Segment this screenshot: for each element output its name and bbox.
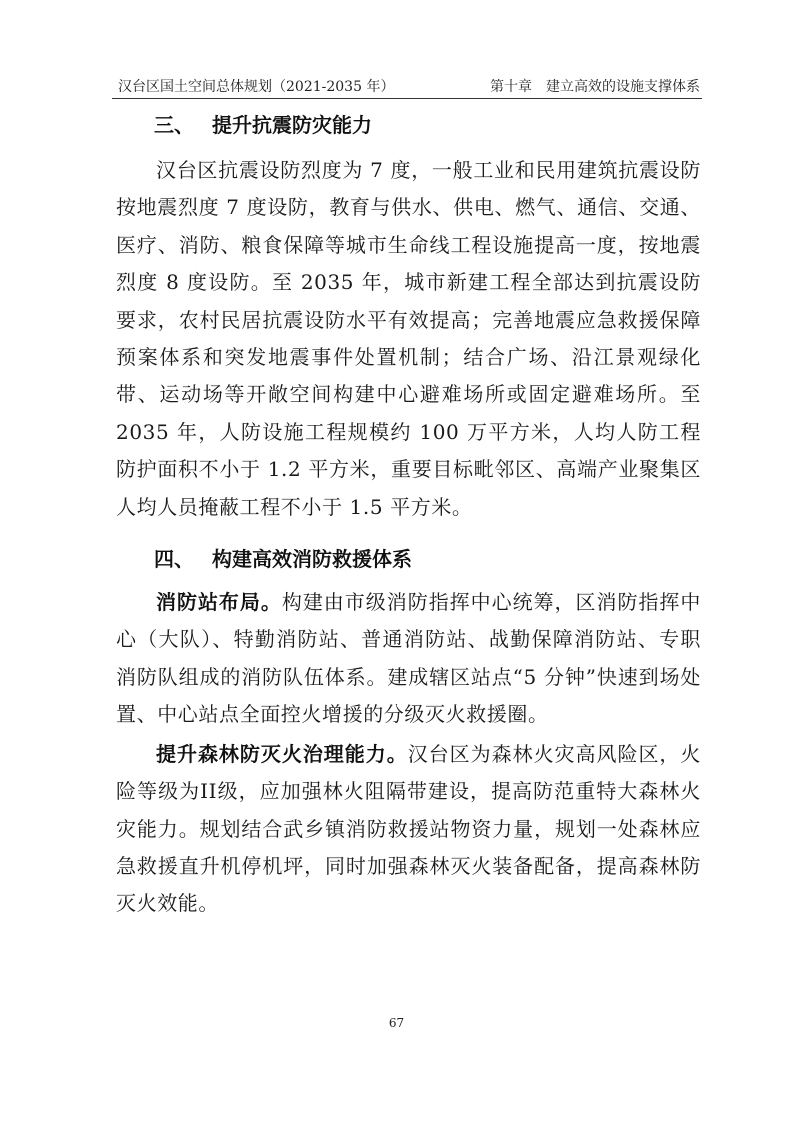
- section-heading-fire-rescue: [116, 544, 701, 574]
- paragraph-body: 构建由市级消防指挥中心统筹，区消防指挥中心（大队）、特勤消防站、普通消防站、战勤保障消防站、专职消防队组成的消防队伍体系。建成辖区站点“5 分钟”快速到场处置、中心站点全面控火增援的分级灭火救援圈。: [116, 590, 701, 727]
- forest-fire-paragraph: [116, 736, 701, 923]
- fire-station-paragraph: [116, 584, 701, 734]
- section-number: 四、: [154, 547, 194, 572]
- header-divider: [112, 98, 702, 99]
- page-header: [118, 74, 700, 96]
- section-number: 三、: [154, 113, 194, 137]
- header-chapter-title: 第十章 建立高效的设施支撑体系: [490, 79, 700, 95]
- seismic-paragraph: 汉台区抗震设防烈度为 7 度，一般工业和民用建筑抗震设防按地震烈度 7 度设防，教育与供水、供电、燃气、通信、交通、医疗、消防、粮食保障等城市生命线工程设施提高一度，按地震烈度 8 度设防。至 2035 年，城市新建工程全部达到抗震设防要求，农村民居抗震设防水平有效提高；完善地震应急救援保障预案体系和突发地震事件处置机制；结合广场、沿江景观绿化带、运动场等开敞空间构建中心避难场所或固定避难场所。至 2035 年，人防设施工程规模约 100 万平方米，人均人防工程防护面积不小于 1.2 平方米，重要目标毗邻区、高端产业聚集区人均人员掩蔽工程不小于 1.5 平方米。: [116, 158, 701, 519]
- section-title: 构建高效消防救援体系: [212, 547, 412, 572]
- page-content: [116, 110, 701, 923]
- paragraph-lead: 消防站布局。: [156, 590, 282, 615]
- paragraph-lead: 提升森林防灭火治理能力。: [156, 741, 408, 766]
- header-document-title: 汉台区国土空间总体规划（2021-2035 年）: [118, 79, 395, 95]
- section-heading-seismic: [116, 110, 701, 140]
- paragraph-body: 汉台区为森林火灾高风险区，火险等级为II级，应加强林火阻隔带建设，提高防范重特大森林火灾能力。规划结合武乡镇消防救援站物资力量，规划一处森林应急救援直升机停机坪，同时加强森林灭火装备配备，提高森林防灭火效能。: [116, 741, 702, 916]
- page-number: 67: [388, 1016, 405, 1030]
- section-title: 提升抗震防灾能力: [212, 113, 372, 137]
